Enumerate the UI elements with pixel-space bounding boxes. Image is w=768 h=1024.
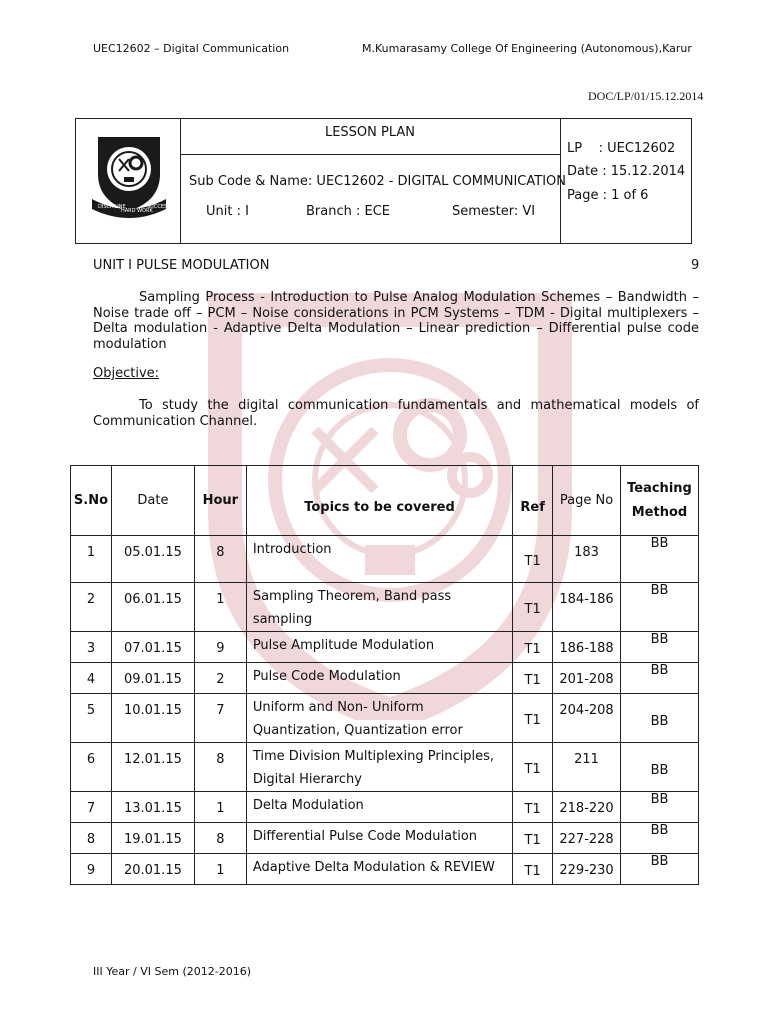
svg-text:HARD WORK: HARD WORK [121, 208, 153, 214]
cell-hour: 1 [194, 792, 246, 823]
column-header-topics: Topics to be covered [246, 466, 512, 536]
table-body [71, 536, 699, 885]
column-header-ref: Ref [513, 466, 553, 536]
cell-method: BB [620, 663, 698, 694]
cell-topic: Adaptive Delta Modulation & REVIEW [246, 854, 512, 885]
cell-sno: 6 [71, 743, 112, 792]
cell-hour: 8 [194, 823, 246, 854]
svg-text:DISCIPLINE: DISCIPLINE [98, 204, 126, 210]
cell-page: 204-208 [553, 694, 621, 743]
cell-page: 184-186 [553, 583, 621, 632]
lp-meta-cell [560, 119, 692, 243]
cell-sno: 7 [71, 792, 112, 823]
table-row [71, 694, 699, 743]
cell-date: 05.01.15 [111, 536, 194, 583]
cell-sno: 4 [71, 663, 112, 694]
cell-date: 20.01.15 [111, 854, 194, 885]
objective-text: To study the digital communication fundamentals and mathematical models of Communication Channel. [93, 398, 699, 429]
lp-page: Page : 1 of 6 [567, 188, 649, 203]
cell-date: 10.01.15 [111, 694, 194, 743]
unit-syllabus-paragraph [93, 290, 699, 352]
cell-topic: Differential Pulse Code Modulation [246, 823, 512, 854]
unit-syllabus-text: Sampling Process - Introduction to Pulse Analog Modulation Schemes – Bandwidth – Noise trade off – PCM – Noise considerations in PCM Systems – TDM - Digital multiplexers – Delta modulation - Adaptive Delta Modulation – Linear prediction – Differential pulse code modulation [93, 290, 699, 352]
cell-hour: 1 [194, 583, 246, 632]
cell-hour: 2 [194, 663, 246, 694]
cell-sno: 8 [71, 823, 112, 854]
cell-sno: 5 [71, 694, 112, 743]
cell-method: BB [620, 743, 698, 792]
cell-hour: 8 [194, 536, 246, 583]
page-footer: III Year / VI Sem (2012-2016) [93, 965, 251, 978]
cell-date: 09.01.15 [111, 663, 194, 694]
cell-topic: Introduction [246, 536, 512, 583]
branch-label: Branch : ECE [306, 204, 391, 219]
objective-heading: Objective: [93, 366, 160, 381]
cell-date: 12.01.15 [111, 743, 194, 792]
cell-hour: 8 [194, 743, 246, 792]
cell-page: 201-208 [553, 663, 621, 694]
column-header-sno: S.No [71, 466, 112, 536]
cell-method: BB [620, 583, 698, 632]
cell-topic: Delta Modulation [246, 792, 512, 823]
running-header-left: UEC12602 – Digital Communication [93, 42, 290, 55]
svg-text:SUCCESS: SUCCESS [147, 204, 171, 210]
unit-hours: 9 [691, 258, 700, 273]
cell-page: 218-220 [553, 792, 621, 823]
cell-ref: T1 [513, 743, 553, 792]
table-header-row [71, 466, 699, 536]
cell-ref: T1 [513, 694, 553, 743]
cell-method: BB [620, 536, 698, 583]
cell-hour: 7 [194, 694, 246, 743]
column-header-method [620, 466, 698, 536]
cell-ref: T1 [513, 583, 553, 632]
table-row [71, 583, 699, 632]
cell-topic: Sampling Theorem, Band pass sampling [246, 583, 512, 632]
college-logo-icon [76, 119, 180, 243]
cell-page: 186-188 [553, 632, 621, 663]
cell-hour: 1 [194, 854, 246, 885]
cell-date: 06.01.15 [111, 583, 194, 632]
objective-paragraph [93, 398, 699, 429]
cell-topic: Uniform and Non- Uniform Quantization, Quantization error [246, 694, 512, 743]
cell-ref: T1 [513, 536, 553, 583]
lesson-plan-header-box [75, 118, 692, 244]
cell-topic: Pulse Code Modulation [246, 663, 512, 694]
cell-page: 183 [553, 536, 621, 583]
column-header-date: Date [111, 466, 194, 536]
cell-date: 07.01.15 [111, 632, 194, 663]
cell-sno: 2 [71, 583, 112, 632]
cell-ref: T1 [513, 792, 553, 823]
cell-topic: Time Division Multiplexing Principles, Digital Hierarchy [246, 743, 512, 792]
cell-hour: 9 [194, 632, 246, 663]
unit-label: Unit : I [206, 204, 249, 219]
table-row [71, 854, 699, 885]
cell-page: 211 [553, 743, 621, 792]
semester-label: Semester: VI [452, 204, 536, 219]
cell-page: 227-228 [553, 823, 621, 854]
cell-page: 229-230 [553, 854, 621, 885]
lp-code: LP : UEC12602 [567, 141, 676, 156]
column-header-hour: Hour [194, 466, 246, 536]
cell-sno: 3 [71, 632, 112, 663]
running-header-right: M.Kumarasamy College Of Engineering (Autonomous),Karur [362, 42, 692, 55]
table-row [71, 743, 699, 792]
subject-code-name: Sub Code & Name: UEC12602 - DIGITAL COMMUNICATION [189, 174, 566, 189]
cell-method: BB [620, 854, 698, 885]
cell-ref: T1 [513, 854, 553, 885]
cell-date: 19.01.15 [111, 823, 194, 854]
cell-method: BB [620, 792, 698, 823]
cell-sno: 9 [71, 854, 112, 885]
column-header-method-line2: Method [631, 504, 688, 520]
unit-title: UNIT I PULSE MODULATION [93, 258, 270, 273]
column-header-page: Page No [553, 466, 621, 536]
table-row [71, 823, 699, 854]
table-row [71, 663, 699, 694]
cell-topic: Pulse Amplitude Modulation [246, 632, 512, 663]
logo-cell [76, 119, 181, 243]
table-row [71, 792, 699, 823]
cell-ref: T1 [513, 663, 553, 694]
cell-ref: T1 [513, 823, 553, 854]
cell-method: BB [620, 694, 698, 743]
cell-sno: 1 [71, 536, 112, 583]
header-divider [180, 154, 560, 155]
cell-method: BB [620, 823, 698, 854]
column-header-method-line1: Teaching [627, 480, 692, 496]
lp-date: Date : 15.12.2014 [567, 164, 686, 179]
cell-ref: T1 [513, 632, 553, 663]
cell-date: 13.01.15 [111, 792, 194, 823]
cell-method: BB [620, 632, 698, 663]
lesson-plan-table [70, 465, 699, 885]
table-row [71, 536, 699, 583]
table-row [71, 632, 699, 663]
document-reference: DOC/LP/01/15.12.2014 [588, 89, 704, 103]
lesson-plan-title: LESSON PLAN [324, 125, 416, 140]
